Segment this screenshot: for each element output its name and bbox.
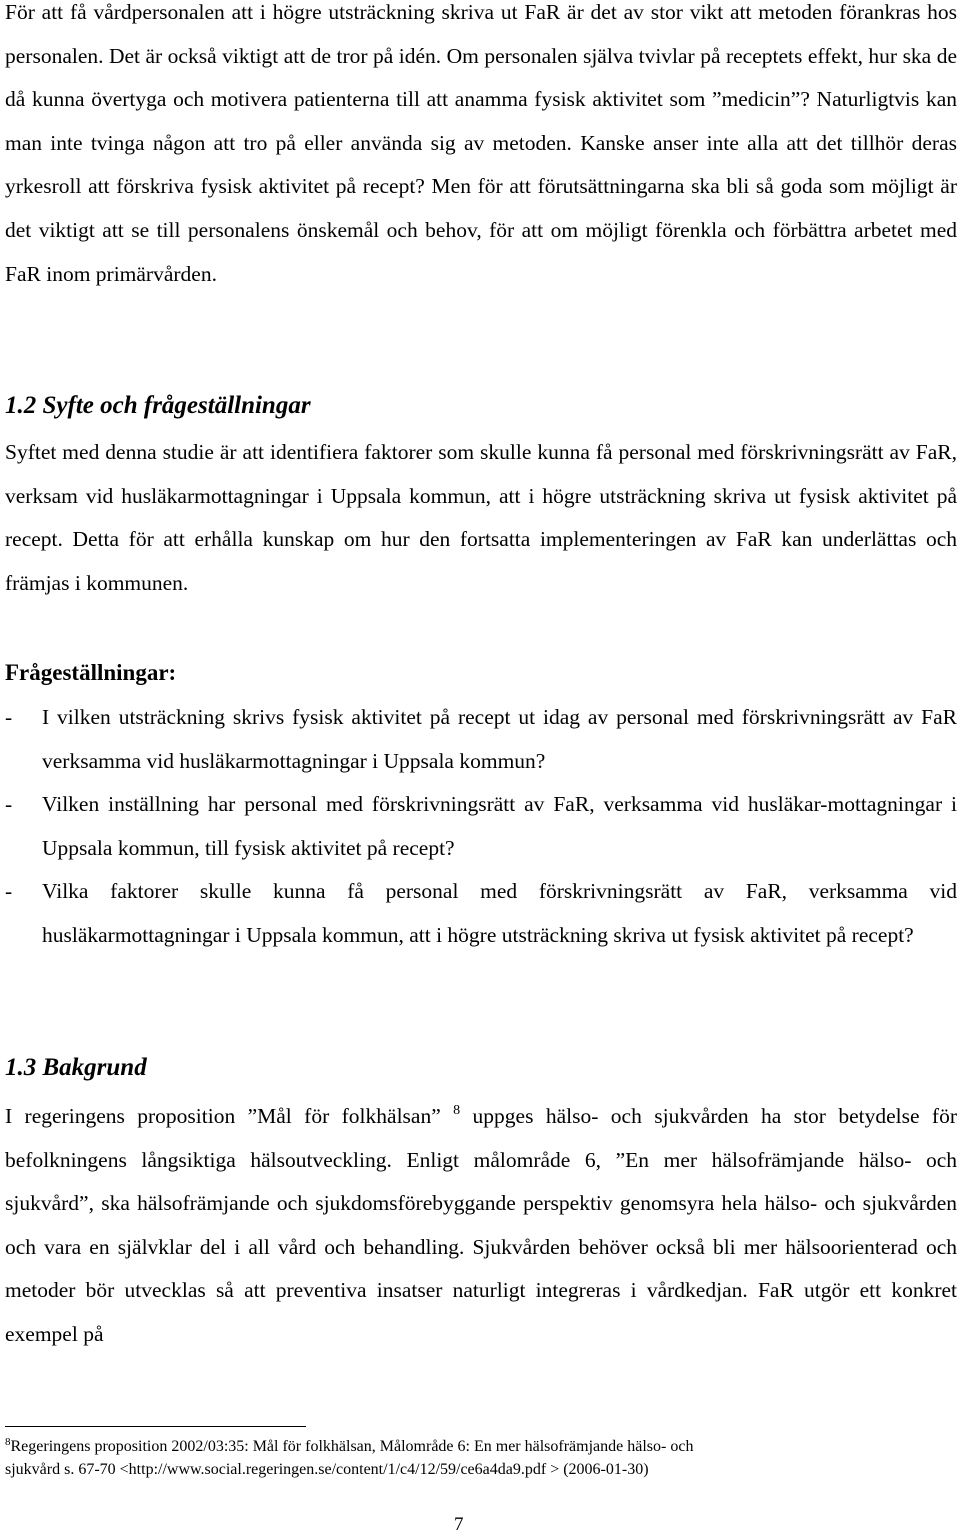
question-list [5,696,957,958]
list-dash: - [5,879,13,904]
list-dash: - [5,705,13,729]
bakgrund-paragraph [5,1095,957,1357]
section-heading-syfte: 1.2 Syfte och frågeställningar [5,392,311,419]
section-heading-bakgrund: 1.3 Bakgrund [5,1054,147,1081]
footnote-line-2: sjukvård s. 67-70 <http://www.social.regeringen.se/content/1/c4/12/59/ce6a4da9.pdf > (2006-01-30) [5,1460,649,1478]
footnote-line-1: Regeringens proposition 2002/03:35: Mål för folkhälsan, Målområde 6: En mer hälsofrämjande hälso- och [10,1438,694,1455]
syfte-paragraph: Syftet med denna studie är att identifiera faktorer som skulle kunna få personal med förskrivningsrätt av FaR, verksam vid husläkarmottagningar i Uppsala kommun, att i högre utsträckning skriva ut fysisk aktivitet på recept. Detta för att erhålla kunskap om hur den fortsatta implementeringen av FaR kan underlättas och främjas i kommunen. [5,440,957,595]
question-text: I vilken utsträckning skrivs fysisk aktivitet på recept ut idag av personal med förskrivningsrätt av FaR verksamma vid husläkarmottagningar i Uppsala kommun? [42,705,957,773]
question-text: Vilken inställning har personal med förskrivningsrätt av FaR, verksamma vid husläkar-mottagningar i Uppsala kommun, till fysisk aktivitet på recept? [42,792,957,860]
question-item [5,870,957,957]
list-dash: - [5,792,13,817]
bakgrund-text-rest: uppges hälso- och sjukvården ha stor betydelse för befolkningens långsiktiga hälsoutveckling. Enligt målområde 6, ”En mer hälsofrämjande hälso- och sjukvård”, ska hälsofrämjande och sjukdomsförebyggande perspektiv genomsyra hela hälso- och sjukvården och vara en självklar del i all vård och behandling. Sjukvården behöver också bli mer hälsoorienterad och metoder bör utvecklas så att preventiva insatser naturligt integreras i vårdkedjan. FaR utgör ett konkret exempel på [5,1104,957,1346]
question-item [5,783,957,870]
footnote [5,1436,957,1481]
bakgrund-text-start: I regeringens proposition ”Mål för folkhälsan” [5,1104,441,1128]
question-item [5,696,957,783]
question-text: Vilka faktorer skulle kunna få personal med förskrivningsrätt av FaR, verksamma vid husläkarmottagningar i Uppsala kommun, att i högre utsträckning skriva ut fysisk aktivitet på recept? [42,879,957,947]
page-number: 7 [454,1514,464,1535]
footnote-reference[interactable]: 8 [453,1103,461,1118]
footnote-number: 8 [5,1436,11,1448]
intro-paragraph: För att få vårdpersonalen att i högre utsträckning skriva ut FaR är det av stor vikt att metoden förankras hos personalen. Det är också viktigt att de tror på idén. Om personalen själva tvivlar på receptets effekt, hur ska de då kunna övertyga och motivera patienterna till att anamma fysisk aktivitet som ”medicin”? Naturligtvis kan man inte tvinga någon att tro på eller använda sig av metoden. Kanske anser inte alla att det tillhör deras yrkesroll att förskriva fysisk aktivitet på recept? Men för att förutsättningarna ska bli så goda som möjligt är det viktigt att se till personalens önskemål och behov, för att om möjligt förenkla och förbättra arbetet med FaR inom primärvården. [5,0,957,286]
subheading-fragestallningar: Frågeställningar: [5,660,177,685]
footnote-divider [5,1426,306,1427]
